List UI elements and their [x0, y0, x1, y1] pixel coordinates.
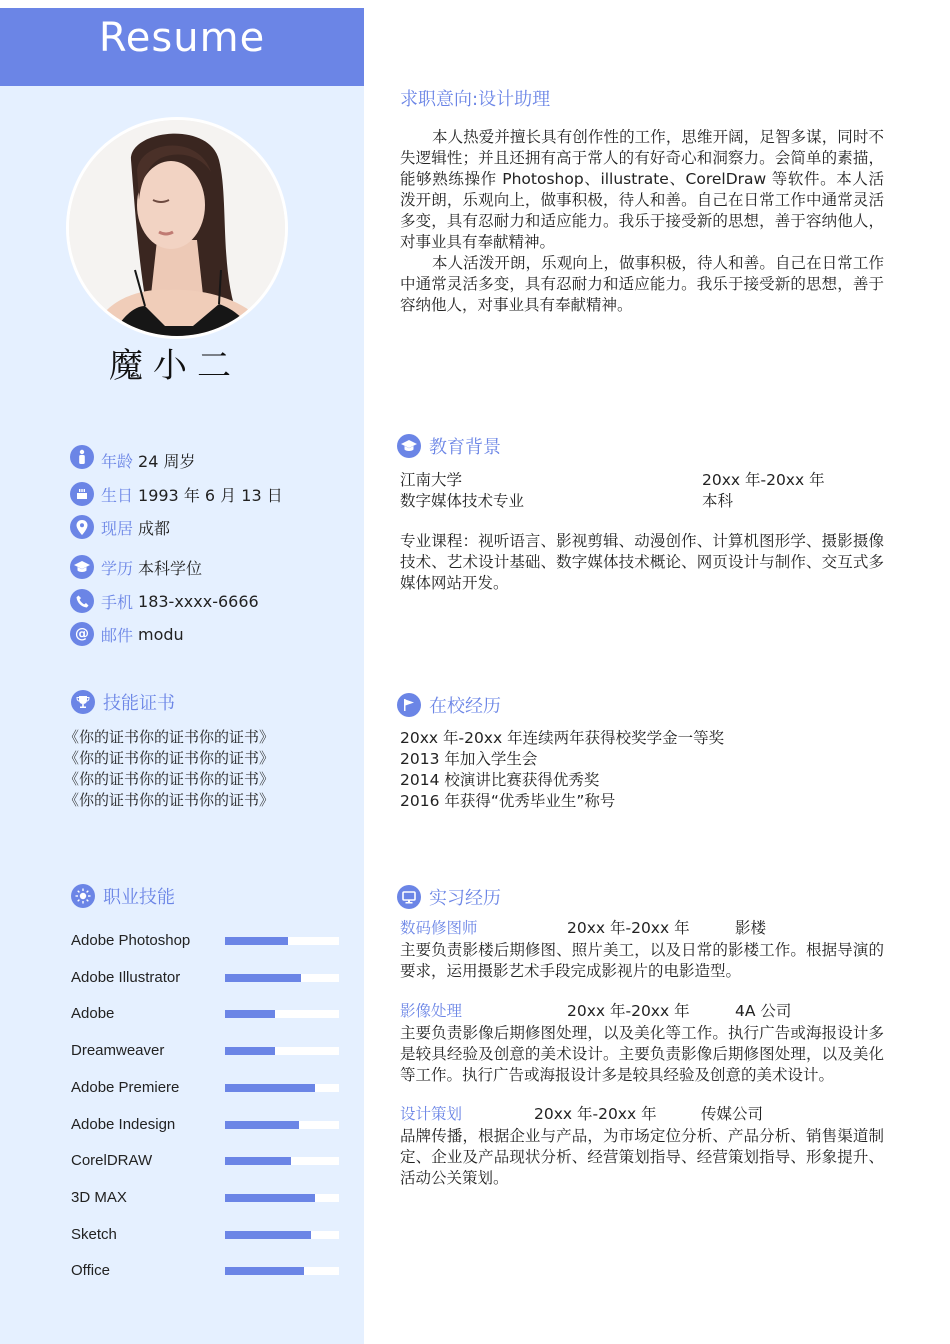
skill-bar-track	[225, 1194, 339, 1202]
campus-heading	[397, 692, 501, 718]
top-strip	[0, 0, 364, 8]
skill-bar-track	[225, 1231, 339, 1239]
internship-header	[400, 1001, 884, 1022]
info-label: 学历	[101, 558, 134, 578]
sun-icon	[71, 884, 95, 908]
skill-bar-track	[225, 974, 339, 982]
education-row	[400, 470, 884, 491]
skill-bar-fill	[225, 1231, 311, 1239]
internship-company: 影楼	[735, 919, 767, 937]
skill-name: Sketch	[71, 1225, 117, 1243]
skill-row	[71, 1076, 341, 1100]
skills-heading	[71, 883, 175, 909]
summary-paragraph: 本人热爱并擅长具有创作性的工作，思维开阔，足智多谋，同时不失逻辑性；并且还拥有高于常人的有好奇心和洞察力。会简单的素描，能够熟练操作 Photoshop、illustrate、CorelDraw 等软件。本人活泼开朗，乐观向上，做事积极，待人和善。自己在日常工作中通常灵活多变，具有忍耐力和适应能力。我乐于接受新的思想，善于容纳他人，对事业具有奉献精神。	[400, 128, 884, 251]
skill-bar-fill	[225, 1010, 275, 1018]
internship-role: 设计策划	[400, 1105, 463, 1123]
internship-description: 主要负责影楼后期修图、照片美工，以及日常的影楼工作。根据导演的要求，运用摄影艺术手段完成影视片的电影造型。	[400, 941, 884, 980]
list-item: 《你的证书你的证书你的证书》	[64, 728, 275, 746]
trophy-icon	[71, 690, 95, 714]
info-email	[70, 620, 184, 648]
skill-name: Office	[71, 1262, 110, 1280]
avatar	[66, 117, 288, 339]
skill-name: Adobe Illustrator	[71, 968, 181, 986]
internship-period: 20xx 年-20xx 年	[534, 1105, 657, 1123]
list-item: 《你的证书你的证书你的证书》	[64, 791, 275, 809]
major: 数字媒体技术专业	[400, 492, 525, 510]
list-item: 20xx 年-20xx 年连续两年获得校奖学金一等奖	[400, 729, 725, 747]
education-heading	[397, 433, 501, 459]
skill-bar-track	[225, 1121, 339, 1129]
internship-heading	[397, 884, 501, 910]
internship-period: 20xx 年-20xx 年	[567, 919, 690, 937]
at-sign-icon: @	[70, 622, 94, 646]
info-location	[70, 513, 170, 541]
location-pin-icon	[70, 515, 94, 539]
courses: 专业课程：视听语言、影视剪辑、动漫创作、计算机图形学、摄影摄像技术、艺术设计基础、数字媒体技术概论、网页设计与制作、交互式多媒体网站开发。	[400, 532, 884, 592]
skill-bar-track	[225, 1157, 339, 1165]
certificates-heading	[71, 689, 175, 715]
skill-row	[71, 966, 341, 990]
skill-bar-track	[225, 1267, 339, 1275]
skill-bar-fill	[225, 1121, 299, 1129]
degree: 本科	[702, 492, 734, 510]
education-row	[400, 491, 884, 512]
info-age	[70, 443, 195, 471]
info-value: modu	[138, 624, 184, 644]
skill-name: 3D MAX	[71, 1188, 127, 1206]
info-label: 年龄	[101, 451, 134, 471]
list-item: 2014 校演讲比赛获得优秀奖	[400, 771, 600, 789]
section-title: 技能证书	[103, 693, 175, 714]
info-phone	[70, 587, 259, 615]
skill-bar-track	[225, 1010, 339, 1018]
graduation-cap-icon	[70, 555, 94, 579]
list-item: 2016 年获得“优秀毕业生”称号	[400, 792, 616, 810]
skill-row	[71, 929, 341, 953]
skill-bar-fill	[225, 1047, 275, 1055]
skill-bar-track	[225, 937, 339, 945]
list-item: 《你的证书你的证书你的证书》	[64, 749, 275, 767]
skill-bar-fill	[225, 1267, 304, 1275]
skill-bar-fill	[225, 1084, 315, 1092]
info-education	[70, 553, 202, 581]
skill-bar-fill	[225, 974, 301, 982]
internship-description: 品牌传播，根据企业与产品，为市场定位分析、产品分析、销售渠道制定、企业及产品现状分析、经营策划指导、经营策划指导、形象提升、活动公关策划。	[400, 1127, 884, 1187]
skill-bar-fill	[225, 1194, 315, 1202]
monitor-icon	[397, 885, 421, 909]
skill-name: Adobe Indesign	[71, 1115, 176, 1133]
certificate-list	[64, 727, 354, 811]
info-birthday	[70, 480, 283, 508]
section-title: 教育背景	[429, 437, 501, 458]
list-item: 《你的证书你的证书你的证书》	[64, 770, 275, 788]
skill-bar-fill	[225, 937, 288, 945]
internship-role: 影像处理	[400, 1002, 463, 1020]
list-item: 2013 年加入学生会	[400, 750, 538, 768]
phone-icon	[70, 589, 94, 613]
internship-role: 数码修图师	[400, 919, 478, 937]
internship-header	[400, 1104, 884, 1125]
skill-row	[71, 1002, 341, 1026]
flag-icon	[397, 693, 421, 717]
info-value: 24 周岁	[138, 451, 196, 471]
section-title: 职业技能	[103, 887, 175, 908]
resume-title: Resume	[98, 15, 266, 61]
info-value: 1993 年 6 月 13 日	[138, 485, 283, 505]
skill-name: Adobe Photoshop	[71, 932, 191, 949]
cake-icon	[70, 482, 94, 506]
skill-name: CorelDRAW	[71, 1152, 153, 1170]
job-intent: 求职意向:设计助理	[400, 89, 551, 110]
info-value: 183-xxxx-6666	[138, 591, 259, 611]
person-name: 魔小二	[109, 346, 241, 386]
education-period: 20xx 年-20xx 年	[702, 471, 825, 489]
skill-row	[71, 1259, 341, 1283]
summary-paragraph: 本人活泼开朗，乐观向上，做事积极，待人和善。自己在日常工作中通常灵活多变，具有忍耐力和适应能力。我乐于接受新的思想，善于容纳他人，对事业具有奉献精神。	[400, 254, 884, 314]
info-label: 现居	[101, 518, 134, 538]
skill-name: Adobe	[71, 1005, 115, 1023]
skill-bar-fill	[225, 1157, 291, 1165]
internship-period: 20xx 年-20xx 年	[567, 1002, 690, 1020]
skill-row	[71, 1113, 341, 1137]
info-value: 成都	[138, 518, 171, 538]
campus-list	[400, 728, 884, 812]
internship-company: 4A 公司	[735, 1002, 792, 1020]
section-title: 在校经历	[429, 696, 501, 717]
skill-row	[71, 1039, 341, 1063]
internship-company: 传媒公司	[701, 1105, 764, 1123]
school-name: 江南大学	[400, 471, 463, 489]
skill-bar-track	[225, 1047, 339, 1055]
person-icon	[70, 445, 94, 469]
skill-name: Dreamweaver	[71, 1042, 165, 1060]
skill-name: Adobe Premiere	[71, 1078, 180, 1096]
info-label: 邮件	[101, 625, 134, 645]
skill-row	[71, 1186, 341, 1210]
skill-row	[71, 1149, 341, 1173]
internship-header	[400, 918, 884, 939]
skill-bar-track	[225, 1084, 339, 1092]
info-value: 本科学位	[138, 558, 203, 578]
info-label: 手机	[101, 592, 134, 612]
portrait-photo	[69, 120, 288, 339]
internship-description: 主要负责影像后期修图处理，以及美化等工作。执行广告或海报设计多是较具经验及创意的美术设计。主要负责影像后期修图处理，以及美化等工作。执行广告或海报设计多是较具经验及创意的美术设计。	[400, 1024, 884, 1084]
skill-row	[71, 1223, 341, 1247]
section-title: 实习经历	[429, 888, 501, 909]
info-label: 生日	[101, 485, 134, 505]
summary	[400, 127, 884, 316]
graduation-cap-icon	[397, 434, 421, 458]
